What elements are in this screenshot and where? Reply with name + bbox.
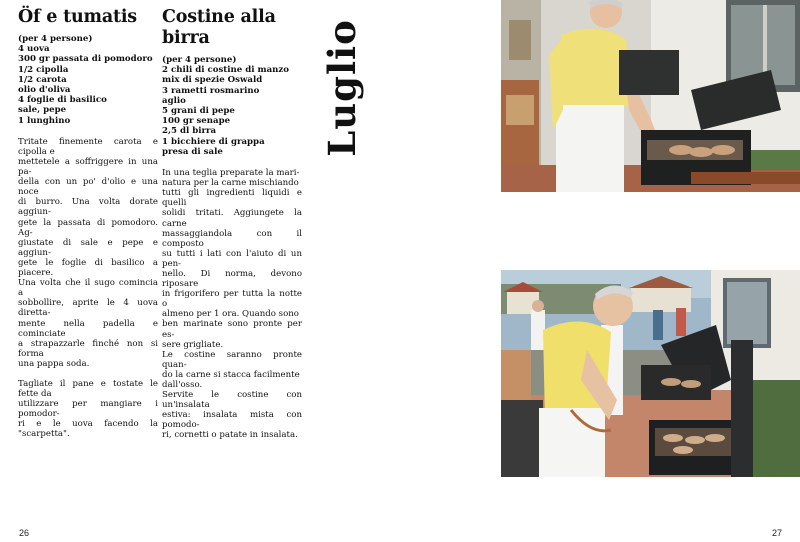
text-line: giustate di sale e pepe e aggiun-: [18, 237, 158, 258]
text-line: ri e le uova facendo la "scarpetta".: [18, 419, 158, 440]
recipe-title: [162, 7, 302, 49]
text-line: Tagliate il pane e tostate le fette da: [18, 378, 158, 400]
instructions-paragraph: [18, 137, 158, 369]
ingredient-item: 1/2 carota: [18, 74, 67, 85]
text-line: solidi tritati. Aggiungete la carne: [162, 208, 302, 229]
text-line: gete la passata di pomodoro. Ag-: [18, 217, 158, 238]
recipe-title: Öf e tumatis: [18, 7, 137, 27]
ingredient-item: 5 grani di pepe: [162, 106, 235, 117]
text-line: natura per la carne mischiando: [162, 178, 299, 189]
text-line: Servite le costine con un'insalata: [162, 390, 302, 411]
ingredient-item: 4 uova: [18, 44, 50, 55]
ingredient-item: 2 chili di costine di manzo: [162, 65, 290, 76]
text-line: a strapazzarle finché non si forma: [18, 338, 158, 359]
text-line: In una teglia preparate la mari-: [162, 168, 300, 179]
servings-note: (per 4 persone): [18, 34, 93, 44]
ingredient-item: sale, pepe: [18, 105, 67, 116]
text-line: ben marinate sono pronte per es-: [162, 319, 302, 340]
text-line: Una volta che il sugo comincia a: [18, 278, 158, 299]
ingredient-item: 4 foglie di basilico: [18, 95, 107, 106]
text-line: almeno per 1 ora. Quando sono: [162, 309, 299, 320]
text-line: gete le foglie di basilico a piacere.: [18, 257, 158, 279]
ingredient-list: [18, 44, 158, 126]
text-line: do la carne si stacca facilmente: [162, 369, 300, 380]
month-label: Luglio: [320, 19, 364, 157]
ingredient-item: mix di spezie Oswald: [162, 75, 263, 86]
servings-note: (per 4 persone): [162, 55, 237, 65]
ingredient-item: 100 gr senape: [162, 116, 231, 127]
ingredient-item: 3 rametti rosmarino: [162, 85, 260, 96]
text-line: sobbollire, aprite le 4 uova diretta-: [18, 298, 158, 319]
text-line: della con un po' d'olio e una noce: [18, 177, 158, 198]
text-line: dall'osso.: [162, 380, 203, 390]
page-number: 27: [772, 528, 783, 538]
ingredient-item: 300 gr passata di pomodoro: [18, 54, 153, 65]
text-line: sere grigliate.: [162, 339, 224, 350]
text-line: Tritate finemente carota e cipolla e: [18, 136, 158, 157]
recipe-ofe-tumatis: [18, 7, 158, 440]
text-line: nello. Di norma, devono riposare: [162, 268, 302, 290]
text-line: mettetele a soffriggere in una pa-: [18, 157, 158, 178]
ingredient-item: 2,5 dl birra: [162, 126, 217, 137]
ingredient-item: 1 lunghino: [18, 115, 71, 126]
month-heading: [318, 8, 366, 168]
recipe-costine-alla-birra: [162, 7, 302, 441]
page-number: 26: [19, 528, 30, 538]
text-line: estiva: insalata mista con pomodo-: [162, 410, 302, 431]
ingredient-item: aglio: [162, 95, 186, 106]
ingredient-list: [162, 65, 302, 157]
text-line: in frigorifero per tutta la notte o: [162, 289, 302, 310]
text-line: mente nella padella e cominciate: [18, 318, 158, 339]
instructions-paragraph: [162, 168, 302, 441]
text-line: di burro. Una volta dorate aggiun-: [18, 197, 158, 218]
text-line: su tutti i lati con l'aiuto di un pen-: [162, 248, 302, 269]
grill-photo-bottom: [501, 270, 800, 477]
instructions-paragraph: [18, 379, 158, 440]
text-line: massaggiandola con il composto: [162, 228, 302, 249]
text-line: una pappa soda.: [18, 358, 90, 369]
ingredient-item: 1 bicchiere di grappa: [162, 136, 265, 147]
recipe-title-line: Costine alla: [162, 7, 276, 27]
text-line: Le costine saranno pronte quan-: [162, 349, 302, 370]
ingredient-item: olio d'oliva: [18, 85, 71, 96]
text-line: tutti gli ingredienti liquidi e quelli: [162, 188, 302, 209]
text-line: ri, cornetti o patate in insalata.: [162, 430, 298, 441]
grill-photo-top: [501, 0, 800, 192]
text-line: utilizzare per mangiare i pomodor-: [18, 399, 158, 420]
recipe-title-line: birra: [162, 28, 210, 48]
ingredient-item: 1/2 cipolla: [18, 64, 69, 75]
ingredient-item: presa di sale: [162, 146, 223, 157]
